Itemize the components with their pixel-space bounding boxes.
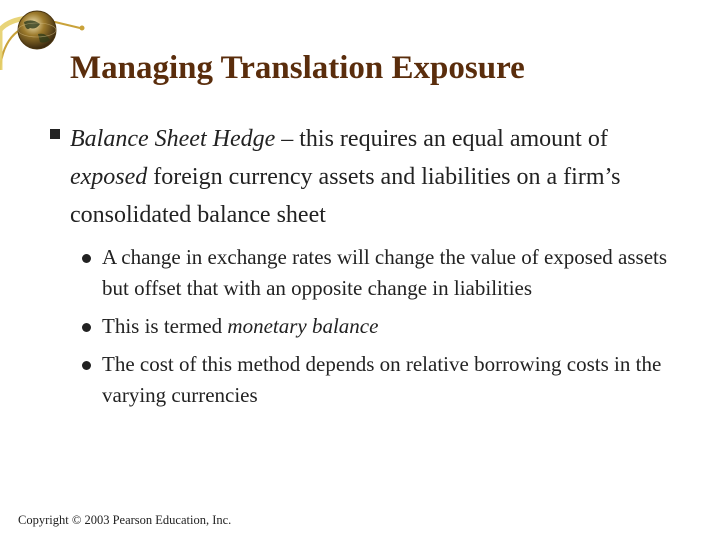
- sub-bullet-2-prefix: This is termed: [102, 314, 228, 338]
- sub-bullet-3: [80, 349, 688, 411]
- dot-bullet-icon: [82, 323, 91, 332]
- bullet-term: Balance Sheet Hedge: [70, 126, 276, 152]
- sub-bullet-1-text: A change in exchange rates will change the value of exposed assets but offset that with an opposite change in liabilities: [102, 245, 668, 300]
- main-bullet: [48, 120, 688, 234]
- sub-bullet-1: [80, 242, 688, 304]
- sub-bullet-list: [80, 242, 688, 411]
- page-title: Managing Translation Exposure: [70, 50, 525, 86]
- slide-content: [48, 120, 688, 418]
- bullet-emphasis: exposed: [70, 164, 148, 190]
- bullet-text-b: foreign currency assets and liabilities on a firm’s consolidated balance sheet: [70, 164, 621, 228]
- sub-bullet-2-emphasis: monetary balance: [227, 314, 379, 338]
- dot-bullet-icon: [82, 361, 91, 370]
- dot-bullet-icon: [82, 254, 91, 263]
- sub-bullet-2: [80, 311, 688, 342]
- bullet-text-a: – this requires an equal amount of: [275, 126, 608, 152]
- copyright-footer: Copyright © 2003 Pearson Education, Inc.: [18, 513, 232, 527]
- square-bullet-icon: [50, 129, 60, 139]
- sub-bullet-3-text: The cost of this method depends on relative borrowing costs in the varying currencies: [102, 352, 662, 407]
